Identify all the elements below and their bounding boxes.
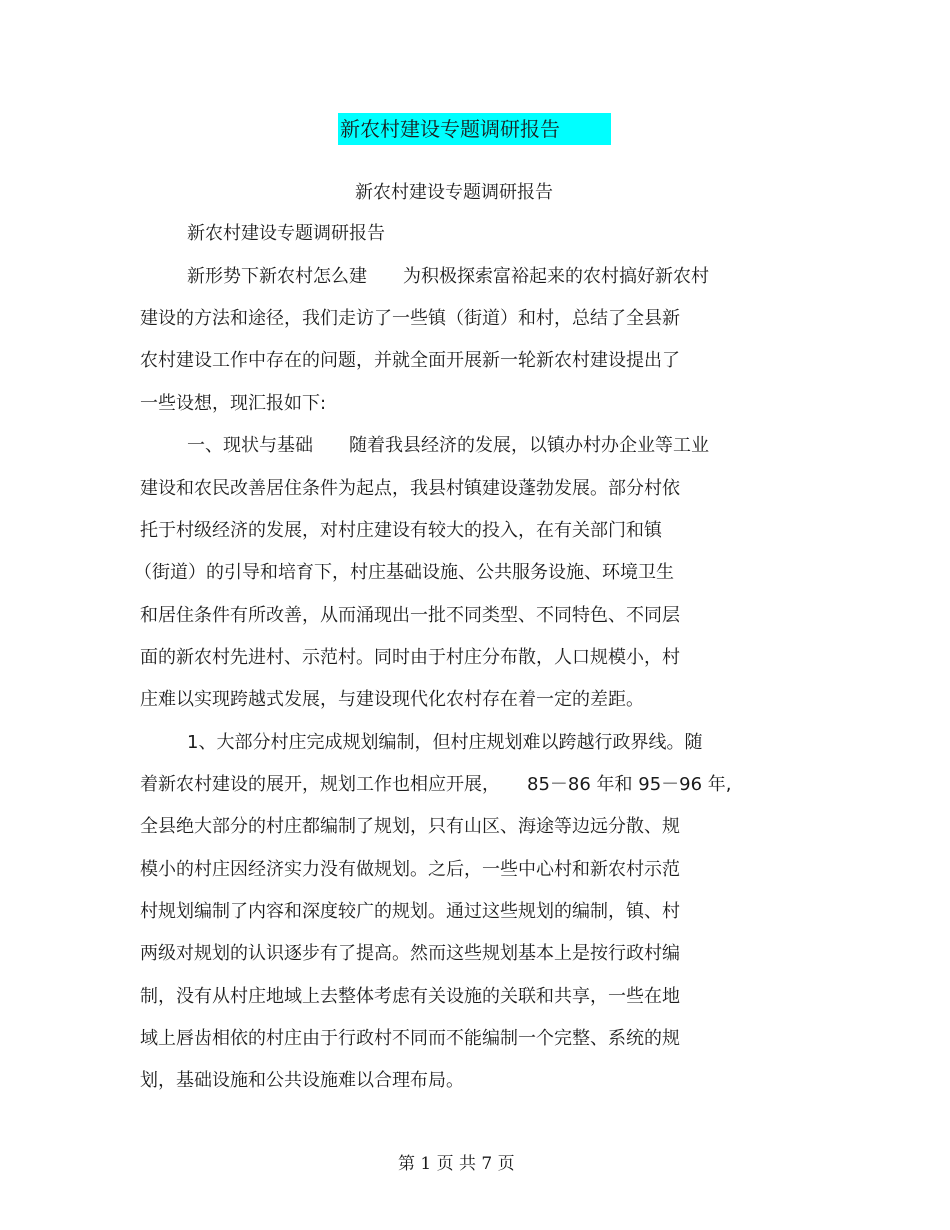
highlighted-title: 新农村建设专题调研报告 <box>338 113 611 145</box>
body-line: 新形势下新农村怎么建 为积极探索富裕起来的农村搞好新农村 <box>187 266 709 287</box>
body-line: （街道）的引导和培育下，村庄基础设施、公共服务设施、环境卫生 <box>134 562 674 583</box>
body-line: 划，基础设施和公共设施难以合理布局。 <box>140 1070 464 1091</box>
body-line: 村规划编制了内容和深度较广的规划。通过这些规划的编制，镇、村 <box>140 901 680 922</box>
body-line: 农村建设工作中存在的问题，并就全面开展新一轮新农村建设提出了 <box>140 350 680 371</box>
body-line: 一、现状与基础 随着我县经济的发展，以镇办村办企业等工业 <box>187 435 709 456</box>
subtitle: 新农村建设专题调研报告 <box>355 182 553 203</box>
body-line: 两级对规划的认识逐步有了提高。然而这些规划基本上是按行政村编 <box>140 943 680 964</box>
body-line: 全县绝大部分的村庄都编制了规划，只有山区、海途等边远分散、规 <box>140 816 680 837</box>
body-line: 庄难以实现跨越式发展，与建设现代化农村存在着一定的差距。 <box>140 689 644 710</box>
body-line: 建设的方法和途径，我们走访了一些镇（街道）和村，总结了全县新 <box>140 308 680 329</box>
body-line: 域上唇齿相依的村庄由于行政村不同而不能编制一个完整、系统的规 <box>140 1028 680 1049</box>
body-line: 面的新农村先进村、示范村。同时由于村庄分布散，人口规模小，村 <box>140 647 680 668</box>
body-line: 和居住条件有所改善，从而涌现出一批不同类型、不同特色、不同层 <box>140 605 680 626</box>
body-line: 模小的村庄因经济实力没有做规划。之后，一些中心村和新农村示范 <box>140 859 680 880</box>
body-line: 建设和农民改善居住条件为起点，我县村镇建设蓬勃发展。部分村依 <box>140 478 680 499</box>
body-line: 一些设想，现汇报如下: <box>140 393 327 414</box>
body-line: 新农村建设专题调研报告 <box>187 223 385 244</box>
body-line: 制，没有从村庄地域上去整体考虑有关设施的关联和共享，一些在地 <box>140 986 680 1007</box>
body-line: 托于村级经济的发展，对村庄建设有较大的投入，在有关部门和镇 <box>140 520 662 541</box>
body-line: 着新农村建设的展开，规划工作也相应开展， 85－86 年和 95－96 年, <box>140 774 732 795</box>
body-line: 1、大部分村庄完成规划编制，但村庄规划难以跨越行政界线。随 <box>187 732 703 753</box>
page-number-footer: 第 1 页 共 7 页 <box>398 1154 515 1174</box>
